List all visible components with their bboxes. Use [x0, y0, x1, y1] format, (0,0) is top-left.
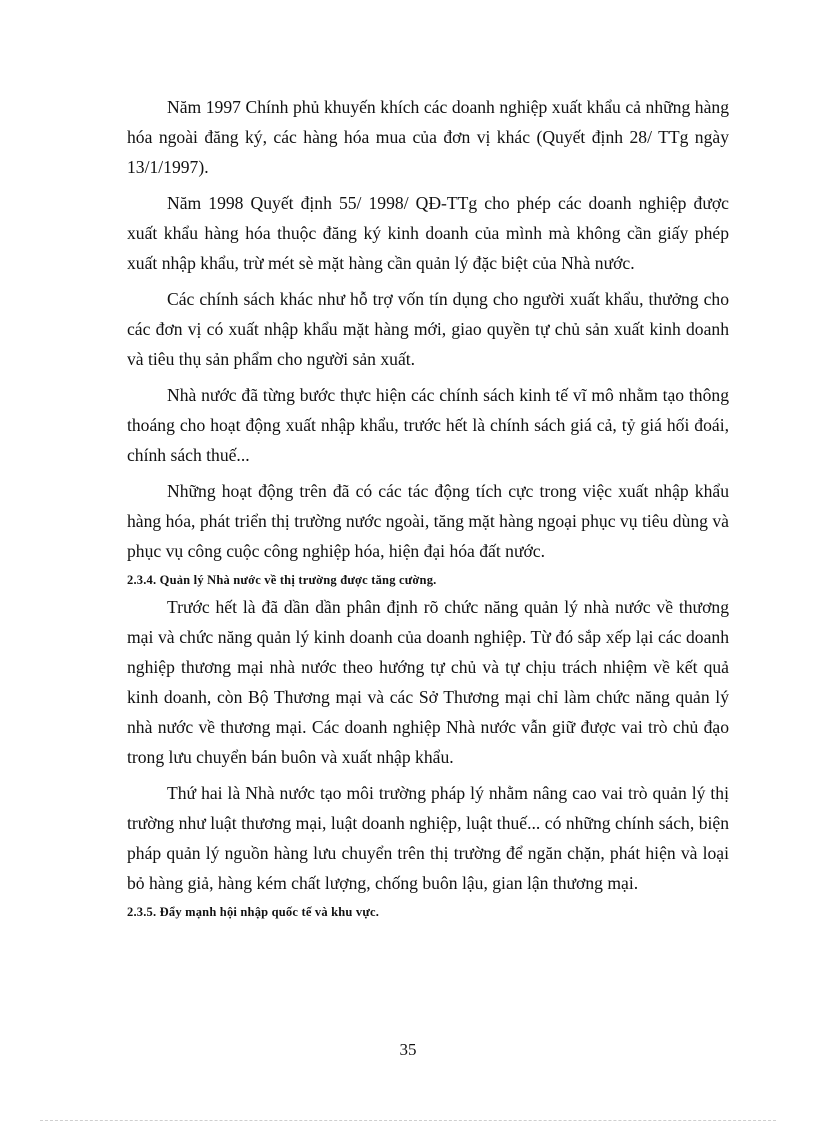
paragraph-export-1997: Năm 1997 Chính phủ khuyến khích các doanh nghiệp xuất khẩu cả những hàng hóa ngoài đăng ký, các hàng hóa mua của đơn vị khác (Quyết định 28/ TTg ngày 13/1/1997).	[127, 97, 729, 177]
page-bottom-divider	[40, 1120, 776, 1121]
section-heading-2-3-5: 2.3.5. Đẩy mạnh hội nhập quốc tế và khu vực.	[127, 905, 380, 919]
page-number: 35	[399, 1040, 417, 1059]
section-heading-2-3-4: 2.3.4. Quản lý Nhà nước về thị trường được tăng cường.	[127, 573, 437, 587]
page-body	[127, 92, 729, 924]
paragraph-other-policies: Các chính sách khác như hỗ trợ vốn tín dụng cho người xuất khẩu, thưởng cho các đơn vị có xuất nhập khẩu mặt hàng mới, giao quyền tự chủ sản xuất kinh doanh và tiêu thụ sản phẩm cho người sản xuất.	[127, 289, 729, 369]
paragraph-second-measure: Thứ hai là Nhà nước tạo môi trường pháp lý nhằm nâng cao vai trò quản lý thị trường như luật thương mại, luật doanh nghiệp, luật thuế... có những chính sách, biện pháp quản lý nguồn hàng lưu chuyển trên thị trường để ngăn chặn, phát hiện và loại bỏ hàng giả, hàng kém chất lượng, chống buôn lậu, gian lận thương mại.	[127, 783, 729, 893]
paragraph-first-measure: Trước hết là đã dần dần phân định rõ chức năng quản lý nhà nước về thương mại và chức năng quản lý kinh doanh của doanh nghiệp. Từ đó sắp xếp lại các doanh nghiệp thương mại nhà nước theo hướng tự chủ và tự chịu trách nhiệm về kết quả kinh doanh, còn Bộ Thương mại và các Sở Thương mại chỉ làm chức năng quản lý nhà nước về thương mại. Các doanh nghiệp Nhà nước vẫn giữ được vai trò chủ đạo trong lưu chuyển bán buôn và xuất nhập khẩu.	[127, 597, 729, 767]
paragraph-positive-impact: Những hoạt động trên đã có các tác động tích cực trong việc xuất nhập khẩu hàng hóa, phát triển thị trường nước ngoài, tăng mặt hàng ngoại phục vụ tiêu dùng và phục vụ công cuộc công nghiệp hóa, hiện đại hóa đất nước.	[127, 481, 729, 561]
paragraph-macro-policies: Nhà nước đã từng bước thực hiện các chính sách kinh tế vĩ mô nhằm tạo thông thoáng cho hoạt động xuất nhập khẩu, trước hết là chính sách giá cả, tỷ giá hối đoái, chính sách thuế...	[127, 385, 729, 465]
paragraph-decision-1998: Năm 1998 Quyết định 55/ 1998/ QĐ-TTg cho phép các doanh nghiệp được xuất khẩu hàng hóa thuộc đăng ký kinh doanh của mình mà không cần giấy phép xuất nhập khẩu, trừ mét sè mặt hàng cần quản lý đặc biệt của Nhà nước.	[127, 193, 729, 273]
